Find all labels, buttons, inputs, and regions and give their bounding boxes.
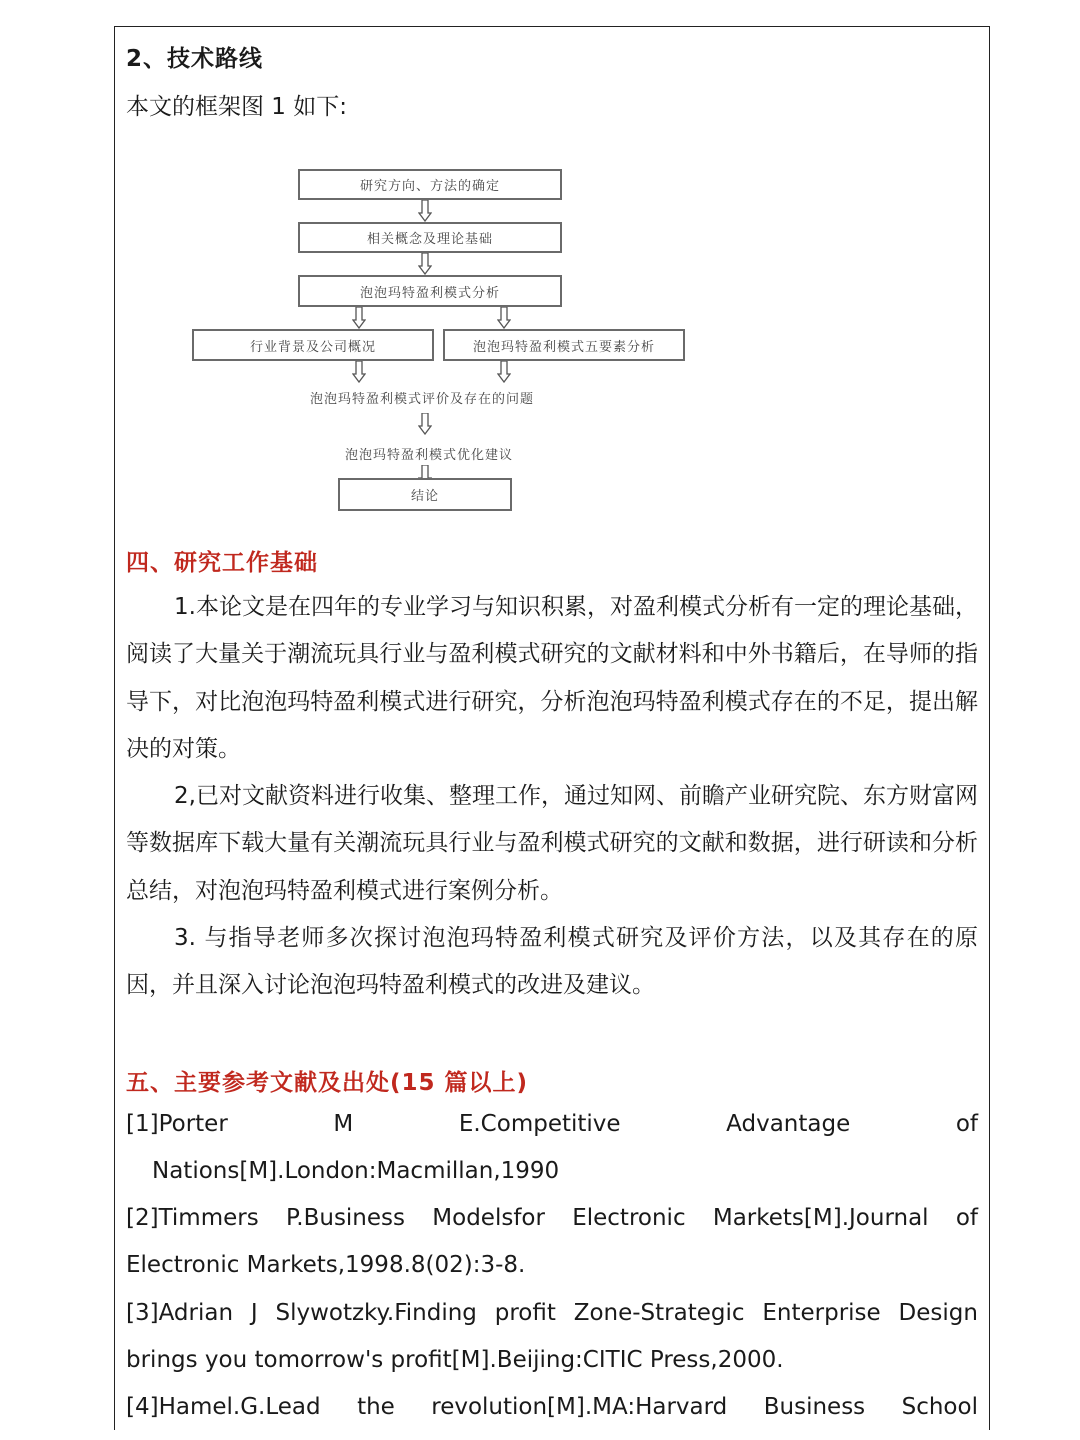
figure-intro-text: 本文的框架图 1 如下: [126, 94, 348, 120]
paragraph-basis-2 [126, 773, 978, 915]
flow-step-industry-background: 行业背景及公司概况 [192, 329, 434, 361]
ref-word: Business [763, 1394, 866, 1420]
ref-word: of [955, 1205, 978, 1231]
paragraph-text: 3. 与指导老师多次探讨泡泡玛特盈利模式研究及评价方法，以及其存在的原因，并且深入讨论泡泡玛特盈利模式的改进及建议。 [126, 925, 978, 999]
ref-word: [4]Hamel.G.Lead [126, 1394, 321, 1420]
section-heading-research-basis: 四、研究工作基础 [126, 550, 318, 576]
ref-word: Markets[M].Journal [712, 1205, 929, 1231]
ref-word: Slywotzky.Finding [275, 1300, 477, 1326]
ref-word: [2]Timmers [126, 1205, 259, 1231]
ref-word: Advantage [726, 1111, 851, 1137]
flow-step-concepts-theory: 相关概念及理论基础 [298, 222, 562, 253]
reference-4 [126, 1394, 978, 1420]
ref-word: Electronic [572, 1205, 686, 1231]
ref-word: M [333, 1111, 354, 1137]
flow-step-evaluation-problems: 泡泡玛特盈利模式评价及存在的问题 [310, 392, 535, 407]
ref-word: J [250, 1300, 258, 1326]
reference-2-continuation: Electronic Markets,1998.8(02):3-8. [126, 1252, 526, 1278]
paragraph-text: 1.本论文是在四年的专业学习与知识积累，对盈利模式分析有一定的理论基础，阅读了大量关于潮流玩具行业与盈利模式研究的文献材料和中外书籍后，在导师的指导下，对比泡泡玛特盈利模式进行研究，分析泡泡玛特盈利模式存在的不足，提出解决的对策。 [126, 594, 978, 762]
paragraph-basis-3 [126, 915, 978, 1010]
flow-step-conclusion: 结论 [338, 478, 512, 511]
ref-word: Enterprise [762, 1300, 881, 1326]
ref-word: [1]Porter [126, 1111, 228, 1137]
paragraph-text: 2,已对文献资料进行收集、整理工作，通过知网、前瞻产业研究院、东方财富网等数据库下载大量有关潮流玩具行业与盈利模式研究的文献和数据，进行研读和分析总结，对泡泡玛特盈利模式进行案例分析。 [126, 783, 978, 904]
down-arrow-icon [497, 307, 511, 329]
ref-word: the [357, 1394, 395, 1420]
reference-1-continuation: Nations[M].London:Macmillan,1990 [152, 1158, 560, 1184]
ref-word: E.Competitive [458, 1111, 621, 1137]
ref-word: revolution[M].MA:Harvard [431, 1394, 728, 1420]
flow-step-research-direction: 研究方向、方法的确定 [298, 169, 562, 200]
down-arrow-icon [418, 200, 432, 222]
flow-step-five-elements: 泡泡玛特盈利模式五要素分析 [443, 329, 685, 361]
ref-word: School [901, 1394, 978, 1420]
ref-word: Zone-Strategic [573, 1300, 745, 1326]
section-heading-technical-route: 2、技术路线 [126, 46, 264, 72]
reference-1 [126, 1111, 978, 1137]
down-arrow-icon [497, 361, 511, 383]
ref-word: of [955, 1111, 978, 1137]
down-arrow-icon [418, 413, 432, 435]
down-arrow-icon [352, 307, 366, 329]
down-arrow-icon [352, 361, 366, 383]
ref-word: P.Business [285, 1205, 406, 1231]
paragraph-basis-1 [126, 584, 978, 773]
ref-word: Design [898, 1300, 978, 1326]
flow-step-optimization: 泡泡玛特盈利模式优化建议 [345, 448, 514, 463]
ref-word: [3]Adrian [126, 1300, 234, 1326]
section-heading-references: 五、主要参考文献及出处(15 篇以上) [126, 1070, 529, 1096]
down-arrow-icon [418, 253, 432, 275]
ref-word: Modelsfor [432, 1205, 545, 1231]
flow-step-profit-model-analysis: 泡泡玛特盈利模式分析 [298, 275, 562, 307]
reference-3 [126, 1300, 978, 1326]
reference-3-continuation: brings you tomorrow's profit[M].Beijing:CITIC Press,2000. [126, 1347, 784, 1373]
ref-word: profit [494, 1300, 556, 1326]
reference-2 [126, 1205, 978, 1231]
